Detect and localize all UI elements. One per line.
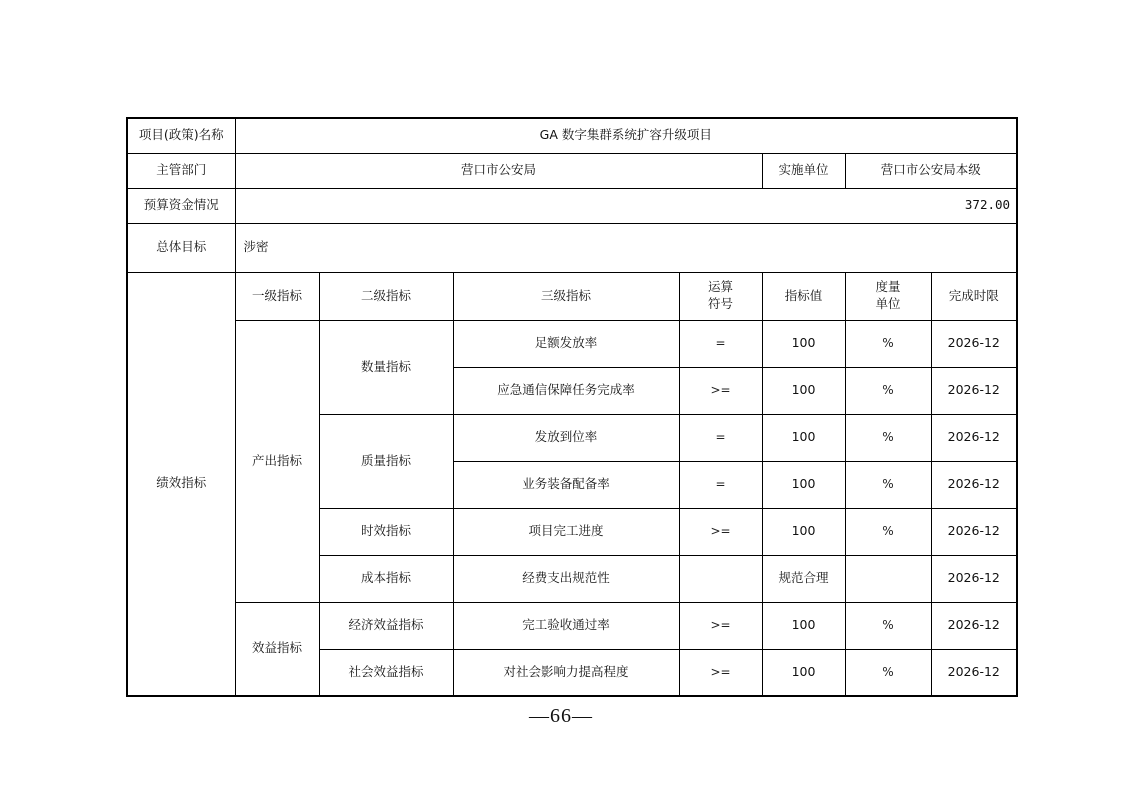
subgroup-cost: 成本指标 [319,555,453,602]
subgroup-economic: 经济效益指标 [319,602,453,649]
indicator-deadline: 2026-12 [931,649,1017,696]
col-level2: 二级指标 [319,272,453,320]
indicator-unit: % [845,414,931,461]
indicator-unit: % [845,649,931,696]
col-operator-line2: 符号 [707,296,733,311]
goal-row [127,223,1017,272]
indicator-value: 100 [762,367,845,414]
indicator-operator: = [679,461,762,508]
col-unit-line2: 单位 [875,296,901,311]
table-row [127,602,1017,649]
indicator-deadline: 2026-12 [931,414,1017,461]
indicator-value: 100 [762,320,845,367]
col-level3: 三级指标 [453,272,679,320]
perf-header-row [127,272,1017,320]
indicator-name: 经费支出规范性 [453,555,679,602]
indicator-unit: % [845,461,931,508]
subgroup-social: 社会效益指标 [319,649,453,696]
indicator-name: 足额发放率 [453,320,679,367]
indicator-operator [679,555,762,602]
budget-value: 372.00 [235,188,1017,223]
indicator-operator: = [679,320,762,367]
indicator-value: 规范合理 [762,555,845,602]
indicator-unit: % [845,320,931,367]
col-level1: 一级指标 [235,272,319,320]
indicator-value: 100 [762,508,845,555]
col-deadline: 完成时限 [931,272,1017,320]
group-output: 产出指标 [235,320,319,602]
performance-table-sheet [126,117,1016,697]
indicator-operator: = [679,414,762,461]
indicator-name: 应急通信保障任务完成率 [453,367,679,414]
indicator-unit: % [845,508,931,555]
indicator-deadline: 2026-12 [931,555,1017,602]
indicator-name: 完工验收通过率 [453,602,679,649]
subgroup-quantity: 数量指标 [319,320,453,414]
performance-goal-table [126,117,1018,697]
indicator-value: 100 [762,602,845,649]
goal-label: 总体目标 [127,223,235,272]
subgroup-timeliness: 时效指标 [319,508,453,555]
perf-section-label: 绩效指标 [127,272,235,696]
indicator-name: 项目完工进度 [453,508,679,555]
indicator-deadline: 2026-12 [931,461,1017,508]
department-row [127,153,1017,188]
indicator-value: 100 [762,461,845,508]
col-unit-line1: 度量 [875,279,901,295]
indicator-deadline: 2026-12 [931,367,1017,414]
indicator-unit [845,555,931,602]
indicator-value: 100 [762,414,845,461]
budget-label: 预算资金情况 [127,188,235,223]
indicator-name: 业务装备配备率 [453,461,679,508]
indicator-operator: >= [679,508,762,555]
indicator-deadline: 2026-12 [931,320,1017,367]
col-operator-line1: 运算 [707,279,733,295]
indicator-unit: % [845,602,931,649]
indicator-value: 100 [762,649,845,696]
dept-value: 营口市公安局 [235,153,762,188]
table-row [127,320,1017,367]
indicator-deadline: 2026-12 [931,602,1017,649]
col-unit [845,272,931,320]
indicator-name: 发放到位率 [453,414,679,461]
budget-row [127,188,1017,223]
indicator-operator: >= [679,602,762,649]
page-number: —66— [529,705,593,727]
indicator-operator: >= [679,649,762,696]
project-name-label: 项目(政策)名称 [127,118,235,153]
indicator-name: 对社会影响力提高程度 [453,649,679,696]
impl-label: 实施单位 [762,153,845,188]
indicator-unit: % [845,367,931,414]
project-name-value: GA 数字集群系统扩容升级项目 [235,118,1017,153]
indicator-operator: >= [679,367,762,414]
project-name-row [127,118,1017,153]
col-operator [679,272,762,320]
dept-label: 主管部门 [127,153,235,188]
impl-value: 营口市公安局本级 [845,153,1017,188]
goal-value: 涉密 [235,223,1017,272]
group-benefit: 效益指标 [235,602,319,696]
indicator-deadline: 2026-12 [931,508,1017,555]
subgroup-quality: 质量指标 [319,414,453,508]
col-value: 指标值 [762,272,845,320]
